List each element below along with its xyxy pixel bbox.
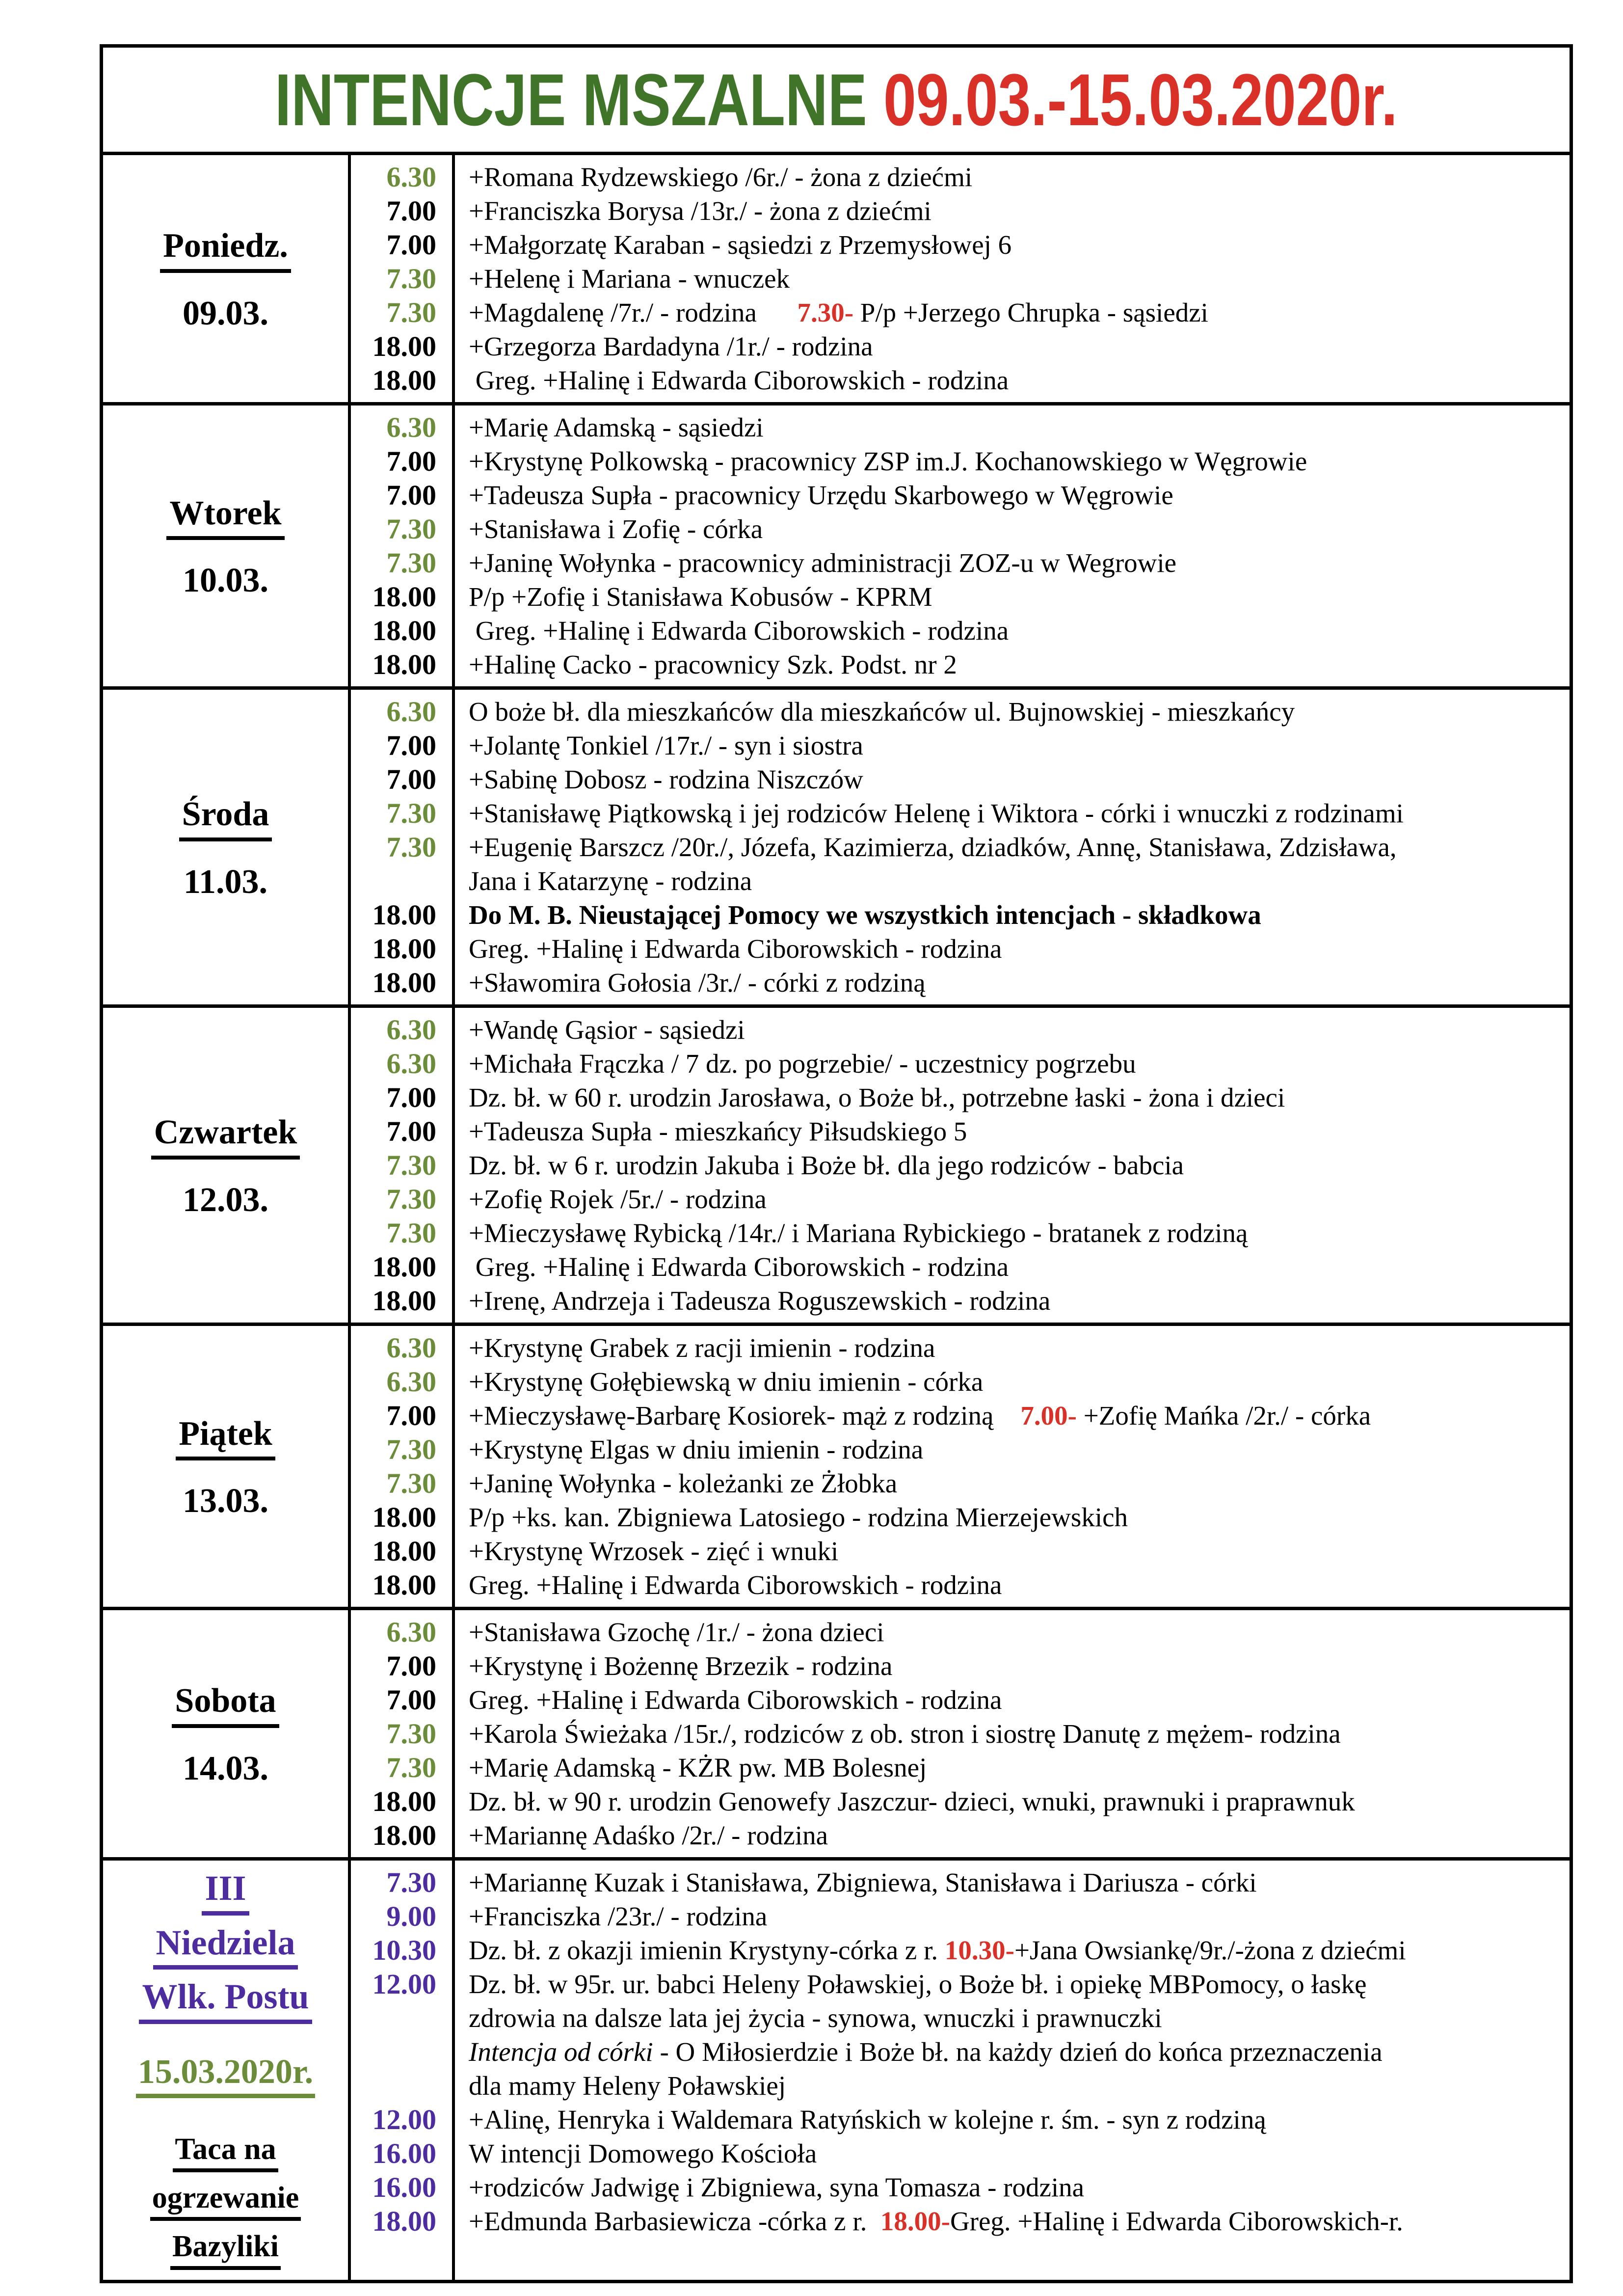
intention-line <box>469 1534 1570 1568</box>
intention-line <box>469 1500 1570 1534</box>
intention-line <box>469 614 1570 648</box>
mass-time: 7.00 <box>386 195 436 227</box>
mass-time: 18.00 <box>372 1569 436 1601</box>
mass-time: 18.00 <box>372 648 436 680</box>
intention-line <box>469 2103 1570 2136</box>
mass-time: 7.30 <box>386 1752 436 1783</box>
intention-segment: +Stanisława i Zofię - córka <box>469 514 763 544</box>
mass-time: 6.30 <box>386 1616 436 1648</box>
intention-segment: Greg. +Halinę i Edwarda Ciborowskich - rodzina <box>469 1685 1002 1715</box>
day-label-cell-thursday <box>103 1008 351 1323</box>
intention-segment: +Mariannę Adaśko /2r./ - rodzina <box>469 1820 828 1850</box>
intention-segment: 18.00- <box>880 2206 950 2236</box>
intention-line <box>469 729 1570 762</box>
intention-line <box>469 1649 1570 1683</box>
intention-line <box>469 329 1570 363</box>
mass-time: 6.30 <box>386 161 436 193</box>
mass-time: 6.30 <box>386 1366 436 1398</box>
mass-time: 7.30 <box>386 1217 436 1249</box>
intention-line <box>469 1284 1570 1318</box>
intention-segment: +Stanisława Gzochę /1r./ - żona dzieci <box>469 1617 884 1647</box>
mass-time: 7.30 <box>386 1866 436 1898</box>
intention-segment: 10.30- <box>944 1935 1014 1965</box>
intention-segment: +Zofię Mańka /2r./ - córka <box>1077 1401 1371 1431</box>
intention-segment: P/p +Zofię i Stanisława Kobusów - KPRM <box>469 582 932 612</box>
mass-time: 7.30 <box>386 297 436 328</box>
mass-time: 18.00 <box>372 1785 436 1817</box>
time-column-friday <box>351 1326 455 1607</box>
mass-time: 7.30 <box>386 797 436 829</box>
intention-segment: O boże bł. dla mieszkańców dla mieszkańców ul. Bujnowskiej - mieszkańcy <box>469 697 1295 727</box>
intention-segment: Greg. +Halinę i Edwarda Ciborowskich - rodzina <box>469 934 1002 964</box>
intention-segment: +Krystynę Elgas w dniu imienin - rodzina <box>469 1434 924 1464</box>
intention-segment: +Wandę Gąsior - sąsiedzi <box>469 1015 745 1045</box>
intention-segment: +Krystynę Gołębiewską w dniu imienin - córka <box>469 1367 984 1397</box>
mass-time: 18.00 <box>372 1251 436 1283</box>
mass-time: 7.30 <box>386 513 436 545</box>
mass-time: 18.00 <box>372 1535 436 1567</box>
intention-segment: +Stanisławę Piątkowską i jej rodziców Helenę i Wiktora - córki i wnuczki z rodzinami <box>469 798 1404 828</box>
mass-time: 9.00 <box>386 1900 436 1932</box>
mass-time: 18.00 <box>372 967 436 999</box>
mass-time: 7.00 <box>386 445 436 477</box>
mass-time: 6.30 <box>386 1048 436 1080</box>
mass-time <box>351 864 452 898</box>
intention-segment: +Krystynę i Bożennę Brzezik - rodzina <box>469 1651 893 1681</box>
intention-segment: +Michała Frączka / 7 dz. po pogrzebie/ - uczestnicy pogrzebu <box>469 1049 1136 1079</box>
intention-segment: +Janinę Wołynka - pracownicy administracji ZOZ-u w Wegrowie <box>469 548 1177 578</box>
intention-line <box>469 546 1570 580</box>
time-column-saturday <box>351 1610 455 1857</box>
intentions-column-tuesday <box>455 405 1570 686</box>
intention-line <box>469 2035 1570 2069</box>
mass-time: 18.00 <box>372 330 436 362</box>
intention-segment: P/p +Jerzego Chrupka - sąsiedzi <box>853 297 1208 327</box>
intention-line <box>469 1432 1570 1466</box>
intention-line <box>469 1568 1570 1602</box>
mass-time: 6.30 <box>386 411 436 443</box>
intention-segment: +Tadeusza Supła - pracownicy Urzędu Skarbowego w Węgrowie <box>469 480 1173 510</box>
day-label-line: 09.03. <box>183 294 268 332</box>
day-label-cell-friday <box>103 1326 351 1607</box>
intention-segment: +Sabinę Dobosz - rodzina Niszczów <box>469 764 863 794</box>
intention-segment: - O Miłosierdzie i Boże bł. na każdy dzień do końca przeznaczenia <box>653 2037 1383 2067</box>
mass-time: 16.00 <box>372 2171 436 2203</box>
intention-segment: +Karola Świeżaka /15r./, rodziców z ob. stron i siostrę Danutę z mężem- rodzina <box>469 1719 1341 1749</box>
mass-time: 18.00 <box>372 1285 436 1317</box>
time-column-sunday <box>351 1861 455 2280</box>
page-title-text <box>275 57 1398 142</box>
intention-line <box>469 966 1570 999</box>
intention-segment: +Irenę, Andrzeja i Tadeusza Roguszewskich - rodzina <box>469 1286 1051 1316</box>
intention-segment: Greg. +Halinę i Edwarda Ciborowskich - rodzina <box>469 365 1009 395</box>
day-row-sunday <box>103 1861 1570 2280</box>
mass-time: 7.30 <box>386 1183 436 1215</box>
intention-line <box>469 864 1570 898</box>
mass-time: 7.00 <box>386 479 436 511</box>
mass-time: 18.00 <box>372 1819 436 1851</box>
intention-line <box>469 228 1570 262</box>
intention-line <box>469 1717 1570 1751</box>
intention-line <box>469 512 1570 546</box>
intention-segment: +Franciszka /23r./ - rodzina <box>469 1901 768 1931</box>
intention-segment: +Halinę Cacko - pracownicy Szk. Podst. nr 2 <box>469 649 957 679</box>
mass-time: 18.00 <box>372 2205 436 2237</box>
intention-segment: +Edmunda Barbasiewicza -córka z r. <box>469 2206 880 2236</box>
intention-line <box>469 932 1570 966</box>
intention-line <box>469 444 1570 478</box>
intention-segment: +Magdalenę /7r./ - rodzina <box>469 297 798 327</box>
time-column-thursday <box>351 1008 455 1323</box>
intention-segment: +Jana Owsiankę/9r./-żona z dziećmi <box>1014 1935 1406 1965</box>
intention-segment: Jana i Katarzynę - rodzina <box>469 866 752 896</box>
intentions-column-monday <box>455 155 1570 402</box>
intention-segment: Dz. bł. w 6 r. urodzin Jakuba i Boże bł. dla jego rodziców - babcia <box>469 1150 1184 1180</box>
intention-line <box>469 695 1570 729</box>
intention-segment: +Helenę i Mariana - wnuczek <box>469 264 790 294</box>
day-label-cell-sunday <box>103 1861 351 2280</box>
intention-line <box>469 1080 1570 1114</box>
day-label-line: Piątek <box>176 1416 275 1461</box>
intention-segment: Dz. bł. w 60 r. urodzin Jarosława, o Boże bł., potrzebne łaski - żona i dzieci <box>469 1082 1285 1112</box>
intention-line <box>469 1967 1570 2001</box>
intention-line <box>469 1466 1570 1500</box>
day-label-cell-tuesday <box>103 405 351 686</box>
intention-segment: +Mieczysławę Rybicką /14r./ i Mariana Rybickiego - bratanek z rodziną <box>469 1218 1248 1248</box>
intention-segment: dla mamy Heleny Poławskiej <box>469 2071 786 2101</box>
title-red-text: 09.03.-15.03.2020r. <box>883 58 1398 141</box>
intention-segment: +Mariannę Kuzak i Stanisława, Zbigniewa, Stanisława i Dariusza - córki <box>469 1867 1257 1897</box>
day-label-line: 11.03. <box>183 863 268 901</box>
intention-segment: Greg. +Halinę i Edwarda Ciborowskich-r. <box>950 2206 1403 2236</box>
intention-segment: +Romana Rydzewskiego /6r./ - żona z dziećmi <box>469 162 973 192</box>
intention-line <box>469 1899 1570 1933</box>
intention-segment: 7.00- <box>1020 1401 1077 1431</box>
mass-time: 7.00 <box>386 1081 436 1113</box>
mass-time: 7.30 <box>386 263 436 295</box>
intention-segment: +Mieczysławę-Barbarę Kosiorek- mąż z rodziną <box>469 1401 1021 1431</box>
mass-time: 7.30 <box>386 1718 436 1750</box>
intention-line <box>469 2069 1570 2103</box>
day-row-saturday <box>103 1610 1570 1861</box>
intention-segment: +Krystynę Grabek z racji imienin - rodzina <box>469 1333 935 1363</box>
intention-segment: +Alinę, Henryka i Waldemara Ratyńskich w kolejne r. śm. - syn z rodziną <box>469 2105 1266 2134</box>
intention-segment: +Eugenię Barszcz /20r./, Józefa, Kazimierza, dziadków, Annę, Stanisława, Zdzisława, <box>469 832 1397 862</box>
intention-line <box>469 1865 1570 1899</box>
day-label-line: Wlk. Postu <box>139 1978 312 2024</box>
day-row-friday <box>103 1326 1570 1610</box>
intention-line <box>469 296 1570 329</box>
intention-segment: +Marię Adamską - KŻR pw. MB Bolesnej <box>469 1753 927 1783</box>
day-label-cell-monday <box>103 155 351 402</box>
intentions-column-sunday <box>455 1861 1570 2280</box>
mass-time: 7.00 <box>386 729 436 761</box>
intention-segment: W intencji Domowego Kościoła <box>469 2138 817 2168</box>
mass-time: 7.00 <box>386 1684 436 1716</box>
day-label-line: 12.03. <box>183 1181 268 1219</box>
day-label-line: III <box>202 1870 249 1916</box>
intention-line <box>469 1399 1570 1432</box>
intention-line <box>469 2001 1570 2035</box>
intention-line <box>469 1047 1570 1080</box>
intention-line <box>469 580 1570 614</box>
intention-line <box>469 830 1570 864</box>
mass-time: 7.00 <box>386 1650 436 1682</box>
day-label-line: Taca na <box>173 2134 278 2172</box>
intention-segment: +Zofię Rojek /5r./ - rodzina <box>469 1184 767 1214</box>
intention-line <box>469 1615 1570 1649</box>
intention-segment: +Krystynę Wrzosek - zięć i wnuki <box>469 1536 839 1566</box>
mass-time: 7.00 <box>386 763 436 795</box>
mass-time: 12.00 <box>372 2104 436 2135</box>
time-column-monday <box>351 155 455 402</box>
mass-time: 12.00 <box>372 1968 436 2000</box>
intention-segment: 7.30- <box>797 297 854 327</box>
intention-line <box>469 1013 1570 1047</box>
mass-time: 18.00 <box>372 364 436 396</box>
day-label-line: Wtorek <box>166 495 284 540</box>
intention-segment: +Sławomira Gołosia /3r./ - córki z rodziną <box>469 968 926 998</box>
intention-line <box>469 1751 1570 1784</box>
mass-time <box>351 2069 452 2103</box>
mass-time: 7.30 <box>386 831 436 863</box>
intention-segment: Intencja od córki <box>469 2037 653 2067</box>
intention-segment: +Janinę Wołynka - koleżanki ze Żłobka <box>469 1468 898 1498</box>
intention-line <box>469 1818 1570 1852</box>
day-row-monday <box>103 155 1570 405</box>
intention-segment: zdrowia na dalsze lata jej życia - synowa, wnuczki i prawnuczki <box>469 2003 1162 2033</box>
day-label-line: Poniedz. <box>160 228 291 273</box>
day-label-line: Bazyliki <box>170 2231 281 2269</box>
intention-line <box>469 478 1570 512</box>
intentions-column-saturday <box>455 1610 1570 1857</box>
intention-segment: +Tadeusza Supła - mieszkańcy Piłsudskiego 5 <box>469 1116 967 1146</box>
mass-time <box>351 2001 452 2035</box>
intention-segment: Greg. +Halinę i Edwarda Ciborowskich - rodzina <box>469 616 1009 646</box>
intention-line <box>469 2204 1570 2238</box>
intention-segment: +Franciszka Borysa /13r./ - żona z dziećmi <box>469 196 931 226</box>
day-label-cell-wednesday <box>103 690 351 1004</box>
title-green-text: INTENCJE MSZALNE <box>275 58 884 141</box>
page-title <box>103 48 1570 155</box>
intention-segment: Dz. bł. z okazji imienin Krystyny-córka z r. <box>469 1935 945 1965</box>
intention-line <box>469 410 1570 444</box>
intention-line <box>469 194 1570 228</box>
intention-line <box>469 1683 1570 1717</box>
mass-time: 7.30 <box>386 547 436 579</box>
intention-line <box>469 1365 1570 1399</box>
mass-time: 6.30 <box>386 696 436 728</box>
intention-segment: +Małgorzatę Karaban - sąsiedzi z Przemysłowej 6 <box>469 230 1012 260</box>
time-column-wednesday <box>351 690 455 1004</box>
day-label-line: 10.03. <box>183 562 268 599</box>
day-label-line: 14.03. <box>183 1749 268 1787</box>
intention-line <box>469 1784 1570 1818</box>
day-row-tuesday <box>103 405 1570 690</box>
mass-time: 18.00 <box>372 933 436 965</box>
day-row-thursday <box>103 1008 1570 1326</box>
mass-time: 7.00 <box>386 229 436 261</box>
intention-line <box>469 1148 1570 1182</box>
intention-segment: +Jolantę Tonkiel /17r./ - syn i siostra <box>469 730 863 760</box>
intention-line <box>469 262 1570 296</box>
day-row-wednesday <box>103 690 1570 1008</box>
intention-line <box>469 796 1570 830</box>
time-column-tuesday <box>351 405 455 686</box>
mass-time: 7.30 <box>386 1149 436 1181</box>
intention-line <box>469 1182 1570 1216</box>
intentions-column-friday <box>455 1326 1570 1607</box>
intention-line <box>469 1250 1570 1284</box>
intention-line <box>469 2136 1570 2170</box>
mass-time: 6.30 <box>386 1332 436 1364</box>
intention-line <box>469 1331 1570 1365</box>
intention-segment: Do M. B. Nieustającej Pomocy we wszystkich intencjach - składkowa <box>469 900 1261 930</box>
mass-time: 18.00 <box>372 899 436 931</box>
mass-time: 7.00 <box>386 1400 436 1432</box>
intention-segment: P/p +ks. kan. Zbigniewa Latosiego - rodzina Mierzejewskich <box>469 1502 1128 1532</box>
intention-line <box>469 898 1570 932</box>
intention-segment: +Krystynę Polkowską - pracownicy ZSP im.J. Kochanowskiego w Węgrowie <box>469 446 1307 476</box>
schedule-table <box>100 44 1573 2283</box>
intention-line <box>469 160 1570 194</box>
mass-time: 7.00 <box>386 1115 436 1147</box>
intentions-column-wednesday <box>455 690 1570 1004</box>
mass-time: 18.00 <box>372 615 436 647</box>
intention-line <box>469 762 1570 796</box>
day-label-line: Niedziela <box>153 1924 298 1970</box>
mass-time <box>351 2035 452 2069</box>
intention-segment: Dz. bł. w 90 r. urodzin Genowefy Jaszczur- dzieci, wnuki, prawnuki i praprawnuk <box>469 1786 1355 1816</box>
mass-time: 7.30 <box>386 1433 436 1465</box>
day-label-line: Sobota <box>172 1683 279 1728</box>
intention-segment: +rodziców Jadwigę i Zbigniewa, syna Tomasza - rodzina <box>469 2172 1085 2202</box>
intention-line <box>469 1933 1570 1967</box>
mass-time: 7.30 <box>386 1467 436 1499</box>
day-label-line: Środa <box>179 796 272 841</box>
intention-line <box>469 648 1570 681</box>
intention-segment: +Marię Adamską - sąsiedzi <box>469 412 764 442</box>
day-label-line: ogrzewanie <box>150 2182 301 2221</box>
mass-time: 16.00 <box>372 2137 436 2169</box>
intention-line <box>469 363 1570 397</box>
mass-time: 18.00 <box>372 581 436 613</box>
intention-segment: Greg. +Halinę i Edwarda Ciborowskich - rodzina <box>469 1252 1009 1282</box>
mass-time: 10.30 <box>372 1934 436 1966</box>
day-label-line: Czwartek <box>151 1114 300 1160</box>
day-label-line: 15.03.2020r. <box>136 2054 315 2099</box>
intention-line <box>469 2170 1570 2204</box>
mass-time: 18.00 <box>372 1501 436 1533</box>
mass-time: 6.30 <box>386 1014 436 1046</box>
intentions-column-thursday <box>455 1008 1570 1323</box>
intention-segment: +Grzegorza Bardadyna /1r./ - rodzina <box>469 331 873 361</box>
intention-segment: Greg. +Halinę i Edwarda Ciborowskich - rodzina <box>469 1570 1002 1600</box>
intention-line <box>469 1216 1570 1250</box>
intention-line <box>469 1114 1570 1148</box>
day-label-line: 13.03. <box>183 1482 268 1520</box>
intention-segment: Dz. bł. w 95r. ur. babci Heleny Poławskiej, o Boże bł. i opiekę MBPomocy, o łaskę <box>469 1969 1367 1999</box>
day-label-cell-saturday <box>103 1610 351 1857</box>
